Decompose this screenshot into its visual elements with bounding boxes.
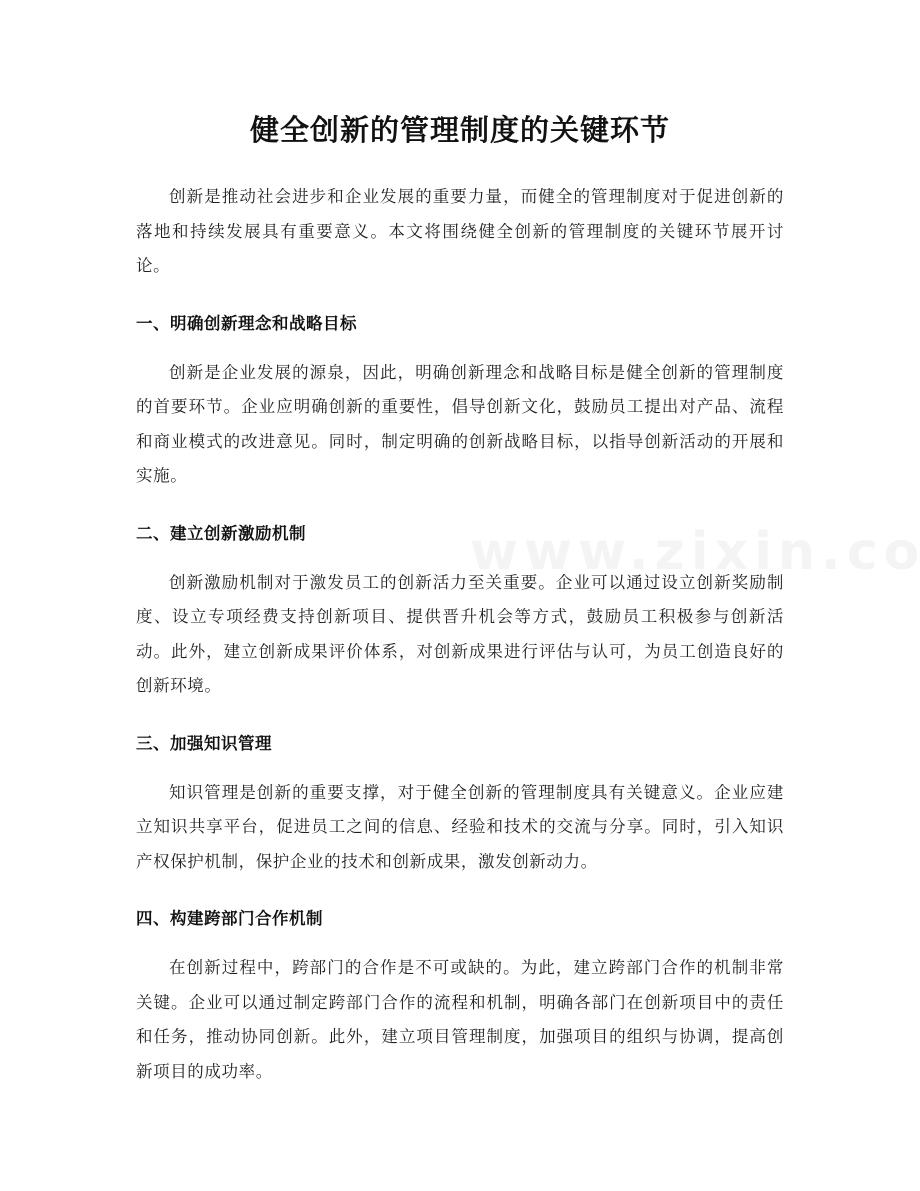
section-4 [136, 907, 784, 1089]
section-heading: 一、明确创新理念和战略目标 [136, 313, 357, 333]
document-title: 健全创新的管理制度的关键环节 [249, 113, 670, 147]
section-2 [136, 522, 784, 704]
section-body: 知识管理是创新的重要支撑，对于健全创新的管理制度具有关键意义。企业应建立知识共享平台，促进员工之间的信息、经验和技术的交流与分享。同时，引入知识产权保护机制，保护企业的技术和创新成果，激发创新动力。 [136, 782, 784, 871]
section-1 [136, 312, 784, 494]
section-heading: 二、建立创新激励机制 [136, 523, 306, 543]
section-3 [136, 732, 784, 880]
document-page [136, 108, 784, 1089]
section-heading: 三、加强知识管理 [136, 733, 272, 753]
section-body: 创新激励机制对于激发员工的创新活力至关重要。企业可以通过设立创新奖励制度、设立专项经费支持创新项目、提供晋升机会等方式，鼓励员工积极参与创新活动。此外，建立创新成果评价体系，对创新成果进行评估与认可，为员工创造良好的创新环境。 [136, 572, 784, 695]
intro-paragraph: 创新是推动社会进步和企业发展的重要力量，而健全的管理制度对于促进创新的落地和持续发展具有重要意义。本文将围绕健全创新的管理制度的关键环节展开讨论。 [136, 187, 784, 275]
section-heading: 四、构建跨部门合作机制 [136, 909, 323, 928]
section-body: 在创新过程中，跨部门的合作是不可或缺的。为此，建立跨部门合作的机制非常关键。企业可以通过制定跨部门合作的流程和机制，明确各部门在创新项目中的责任和任务，推动协同创新。此外，建立项目管理制度，加强项目的组织与协调，提高创新项目的成功率。 [136, 958, 784, 1081]
section-body: 创新是企业发展的源泉，因此，明确创新理念和战略目标是健全创新的管理制度的首要环节。企业应明确创新的重要性，倡导创新文化，鼓励员工提出对产品、流程和商业模式的改进意见。同时，制定明确的创新战略目标，以指导创新活动的开展和实施。 [136, 362, 784, 485]
